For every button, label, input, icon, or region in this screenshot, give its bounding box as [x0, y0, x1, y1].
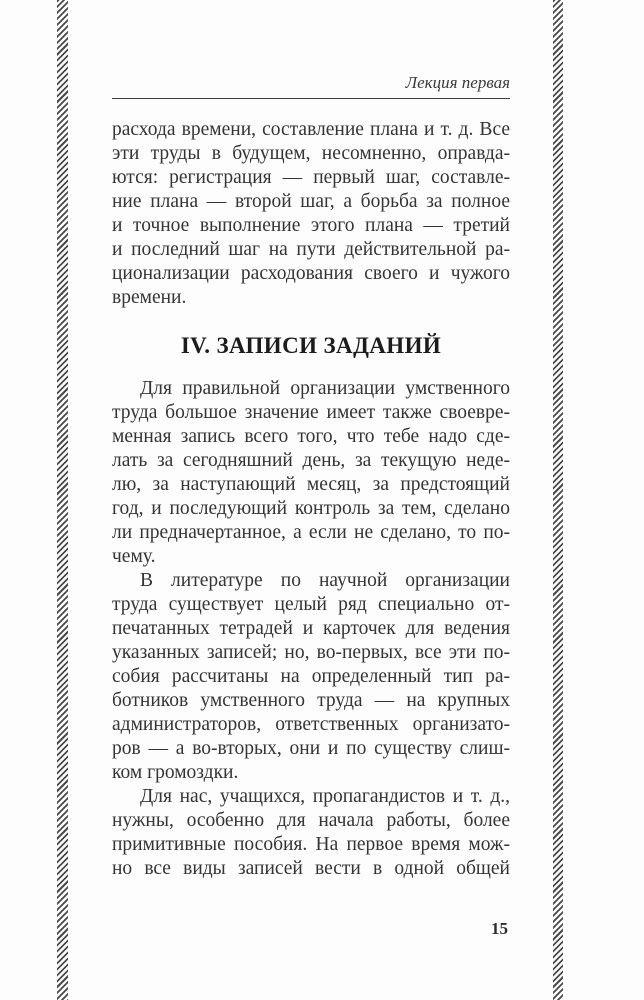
- text-line: ционализации расходования своего и чужого: [112, 263, 510, 284]
- text-line: лать за сегодняшний день, за текущую неде-: [112, 450, 510, 471]
- header-rule: [112, 98, 510, 99]
- text-line: труда большое значение имеет также своевре-: [112, 402, 510, 423]
- page-number: 15: [491, 919, 508, 938]
- text-line: ли предначертанное, а если не сделано, то по-: [112, 522, 510, 543]
- paragraph: [112, 569, 510, 785]
- left-border-hatch: [57, 0, 68, 1000]
- text-line: лю, за наступающий месяц, за предстоящий: [112, 474, 510, 495]
- page-body: [112, 118, 510, 881]
- text-line: печатанных тетрадей и карточек для ведения: [112, 618, 510, 639]
- text-line: ботников умственного труда — на крупных: [112, 690, 510, 711]
- text-line: нужны, особенно для начала работы, более: [112, 810, 510, 831]
- text-line: и последний шаг на пути действительной ра-: [112, 239, 510, 260]
- right-border-hatch: [553, 0, 563, 1000]
- text-line: собия рассчитаны на определенный тип ра-: [112, 666, 510, 687]
- page-content: [112, 0, 510, 881]
- text-line: труда существует целый ряд специально от-: [112, 594, 510, 615]
- text-line: чему.: [112, 546, 156, 567]
- text-line: Для нас, учащихся, пропагандистов и т. д.,: [140, 786, 510, 807]
- text-line: ком громоздки.: [112, 762, 239, 783]
- text-line: примитивные пособия. На первое время мож-: [112, 834, 510, 855]
- text-line: ние плана — второй шаг, а борьба за полное: [112, 191, 510, 212]
- text-line: администраторов, ответственных организато-: [112, 714, 510, 735]
- paragraph: [112, 377, 510, 569]
- section-heading: IV. ЗАПИСИ ЗАДАНИЙ: [180, 333, 442, 358]
- paragraph: [112, 118, 510, 310]
- paragraph: [112, 785, 510, 881]
- text-line: но все виды записей вести в одной общей: [112, 858, 510, 879]
- text-line: ров — а во-вторых, они и по существу слиш-: [112, 738, 510, 759]
- text-line: В литературе по научной организации: [140, 570, 510, 591]
- text-line: расхода времени, составление плана и т. д. Все: [112, 119, 510, 140]
- text-line: времени.: [112, 287, 187, 308]
- running-header: Лекция первая: [405, 73, 510, 92]
- text-line: Для правильной организации умственного: [140, 378, 510, 399]
- text-line: указанных записей; но, во-первых, все эти по-: [112, 642, 510, 663]
- text-line: год, и последующий контроль за тем, сделано: [112, 498, 510, 519]
- text-line: ются: регистрация — первый шаг, составле-: [112, 167, 510, 188]
- text-line: менная запись всего того, что тебе надо сде-: [112, 426, 510, 447]
- text-line: и точное выполнение этого плана — третий: [112, 215, 510, 236]
- text-line: эти труды в будущем, несомненно, оправда-: [112, 143, 510, 164]
